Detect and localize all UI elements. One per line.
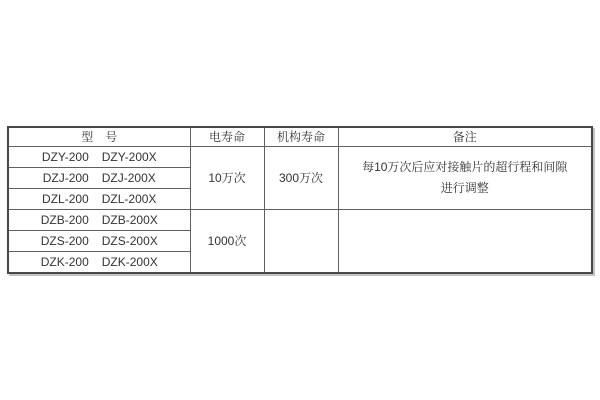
relay-life-spec-table bbox=[7, 126, 593, 274]
col-header-electrical-life: 电寿命 bbox=[190, 127, 264, 147]
model-name: DZK-200 bbox=[40, 255, 89, 269]
mechanical-life-cell-group2 bbox=[264, 210, 338, 274]
model-name: DZB-200 bbox=[40, 213, 89, 227]
model-name-x: DZJ-200X bbox=[101, 171, 156, 185]
col-header-remarks: 备注 bbox=[338, 127, 592, 147]
electrical-life-cell-group1: 10万次 bbox=[190, 147, 264, 210]
model-name-x: DZL-200X bbox=[101, 192, 157, 206]
model-cell-dzl bbox=[8, 189, 190, 210]
remarks-line-1: 每10万次后应对接触片的超行程和间隙 bbox=[362, 160, 568, 174]
spec-table-container bbox=[7, 126, 593, 274]
model-name-x: DZK-200X bbox=[101, 255, 158, 269]
header-row bbox=[8, 127, 592, 147]
model-name-x: DZY-200X bbox=[101, 150, 157, 164]
model-cell-dzb bbox=[8, 210, 190, 231]
model-name: DZY-200 bbox=[41, 150, 89, 164]
model-name-x: DZB-200X bbox=[101, 213, 158, 227]
model-cell-dzk bbox=[8, 252, 190, 274]
model-name: DZS-200 bbox=[40, 234, 89, 248]
mechanical-life-cell-group1: 300万次 bbox=[264, 147, 338, 210]
model-pair bbox=[42, 150, 157, 164]
table-row-dzb bbox=[8, 210, 592, 231]
model-pair bbox=[41, 255, 158, 269]
model-pair bbox=[43, 171, 156, 185]
model-pair bbox=[41, 213, 158, 227]
remarks-cell-group2 bbox=[338, 210, 592, 274]
model-name: DZL-200 bbox=[42, 192, 89, 206]
model-cell-dzs bbox=[8, 231, 190, 252]
col-header-mechanical-life: 机构寿命 bbox=[264, 127, 338, 147]
electrical-life-cell-group2: 1000次 bbox=[190, 210, 264, 274]
model-pair bbox=[41, 234, 158, 248]
remarks-cell-group1 bbox=[338, 147, 592, 210]
col-header-model: 型 号 bbox=[8, 127, 190, 147]
remarks-line-2: 进行调整 bbox=[440, 181, 489, 195]
model-name: DZJ-200 bbox=[42, 171, 89, 185]
model-pair bbox=[42, 192, 156, 206]
model-name-x: DZS-200X bbox=[101, 234, 158, 248]
table-row-dzy bbox=[8, 147, 592, 168]
model-cell-dzy bbox=[8, 147, 190, 168]
model-cell-dzj bbox=[8, 168, 190, 189]
